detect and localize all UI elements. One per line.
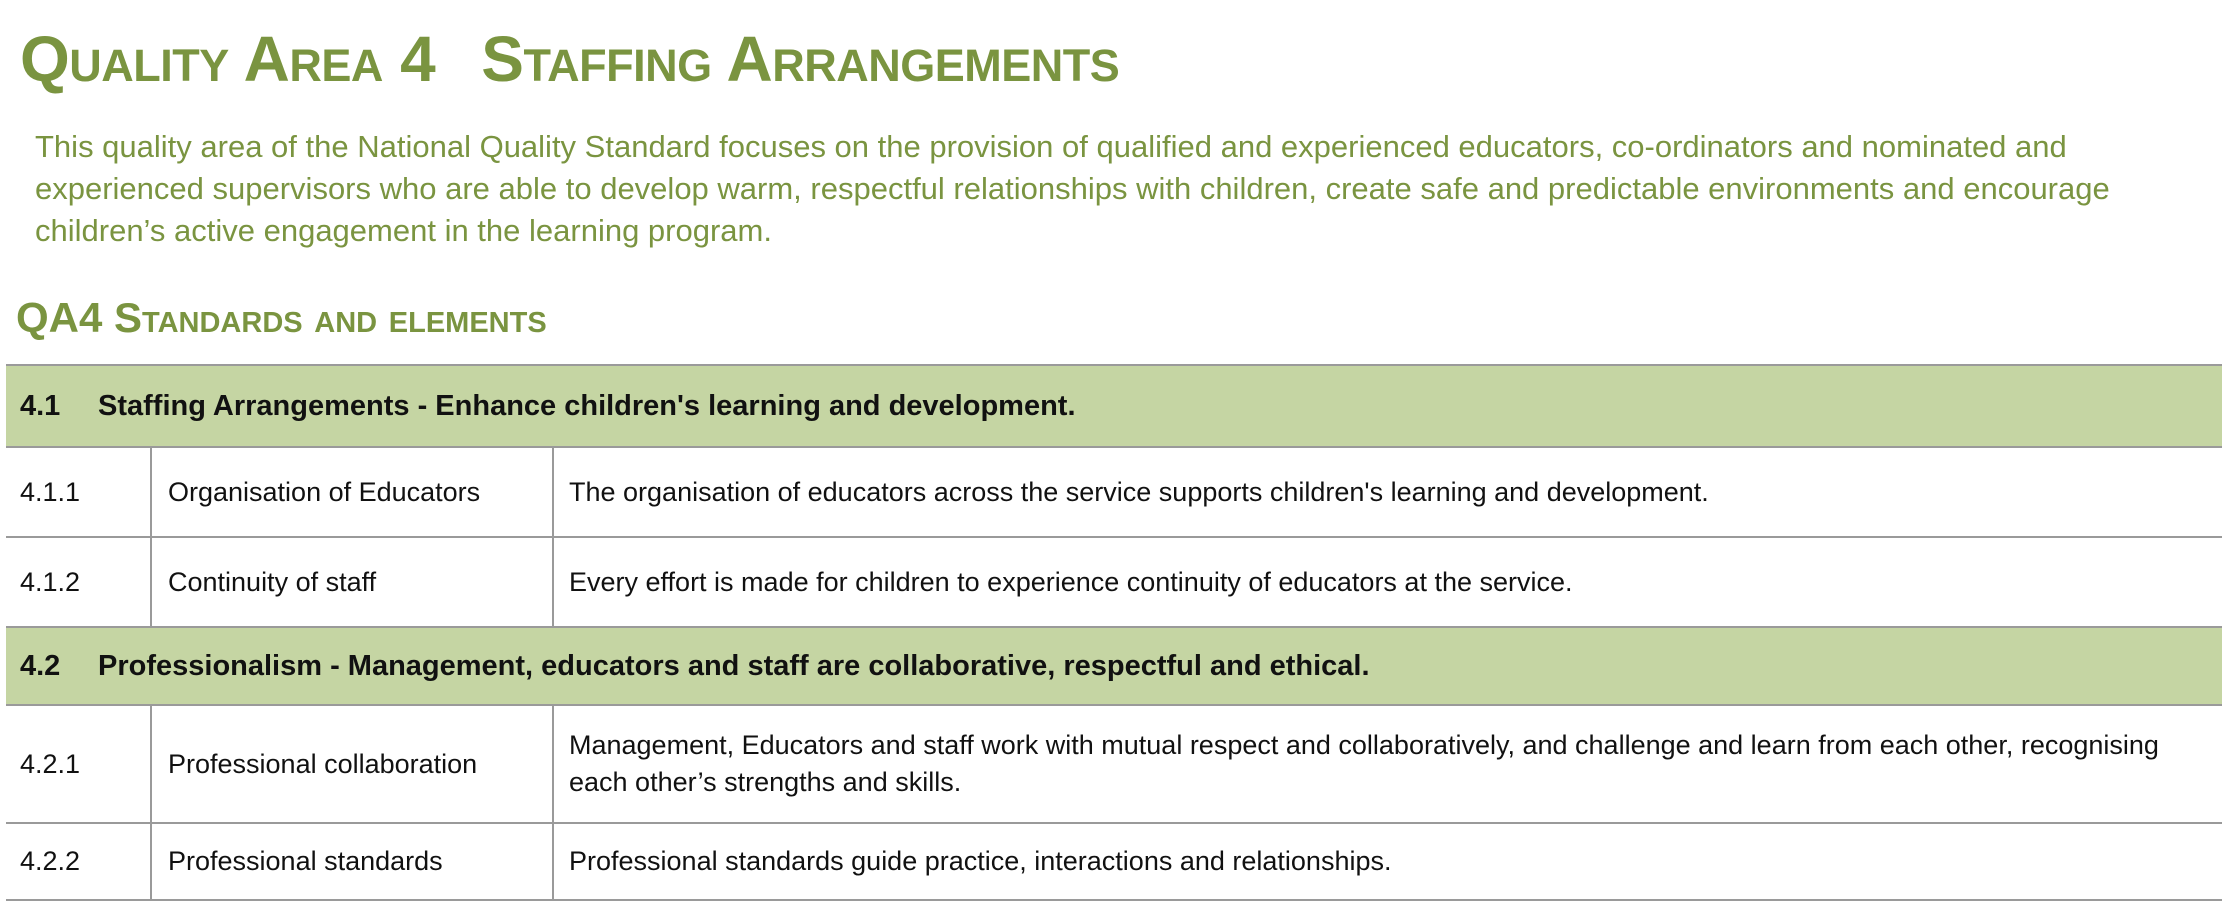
element-row [6,537,2222,627]
element-name: Organisation of Educators [151,447,553,537]
element-description: The organisation of educators across the service supports children's learning and development. [553,447,2222,537]
element-description: Every effort is made for children to experience continuity of educators at the service. [553,537,2222,627]
element-number: 4.2.2 [6,823,151,900]
quality-area-label: Quality Area 4 [20,23,436,95]
standard-title: Staffing Arrangements - Enhance children's learning and development. [98,389,1076,422]
element-number: 4.2.1 [6,705,151,823]
page-title [20,22,1119,96]
section-heading: QA4 Standards and elements [16,294,547,341]
element-name: Professional standards [151,823,553,900]
element-number: 4.1.1 [6,447,151,537]
quality-area-name: Staffing Arrangements [481,23,1120,95]
element-number: 4.1.2 [6,537,151,627]
standard-number: 4.2 [20,649,61,682]
element-row [6,823,2222,900]
element-description: Management, Educators and staff work with mutual respect and collaboratively, and challenge and learn from each other, recognising each other’s strengths and skills. [553,705,2222,823]
standard-cell [6,365,2222,447]
standard-number: 4.1 [20,389,61,422]
standard-cell [6,627,2222,705]
element-row [6,447,2222,537]
standard-row [6,627,2222,705]
standards-table [6,364,2222,901]
element-name: Professional collaboration [151,705,553,823]
standard-title: Professionalism - Management, educators and staff are collaborative, respectful and ethical. [98,649,1370,682]
element-name: Continuity of staff [151,537,553,627]
standard-row [6,365,2222,447]
element-row [6,705,2222,823]
intro-paragraph: This quality area of the National Quality Standard focuses on the provision of qualified and experienced educators, co-ordinators and nominated and experienced supervisors who are able to develop warm, respectful relationships with children, create safe and predictable environments and encourage children’s active engagement in the learning program. [35,129,2110,248]
element-description: Professional standards guide practice, interactions and relationships. [553,823,2222,900]
